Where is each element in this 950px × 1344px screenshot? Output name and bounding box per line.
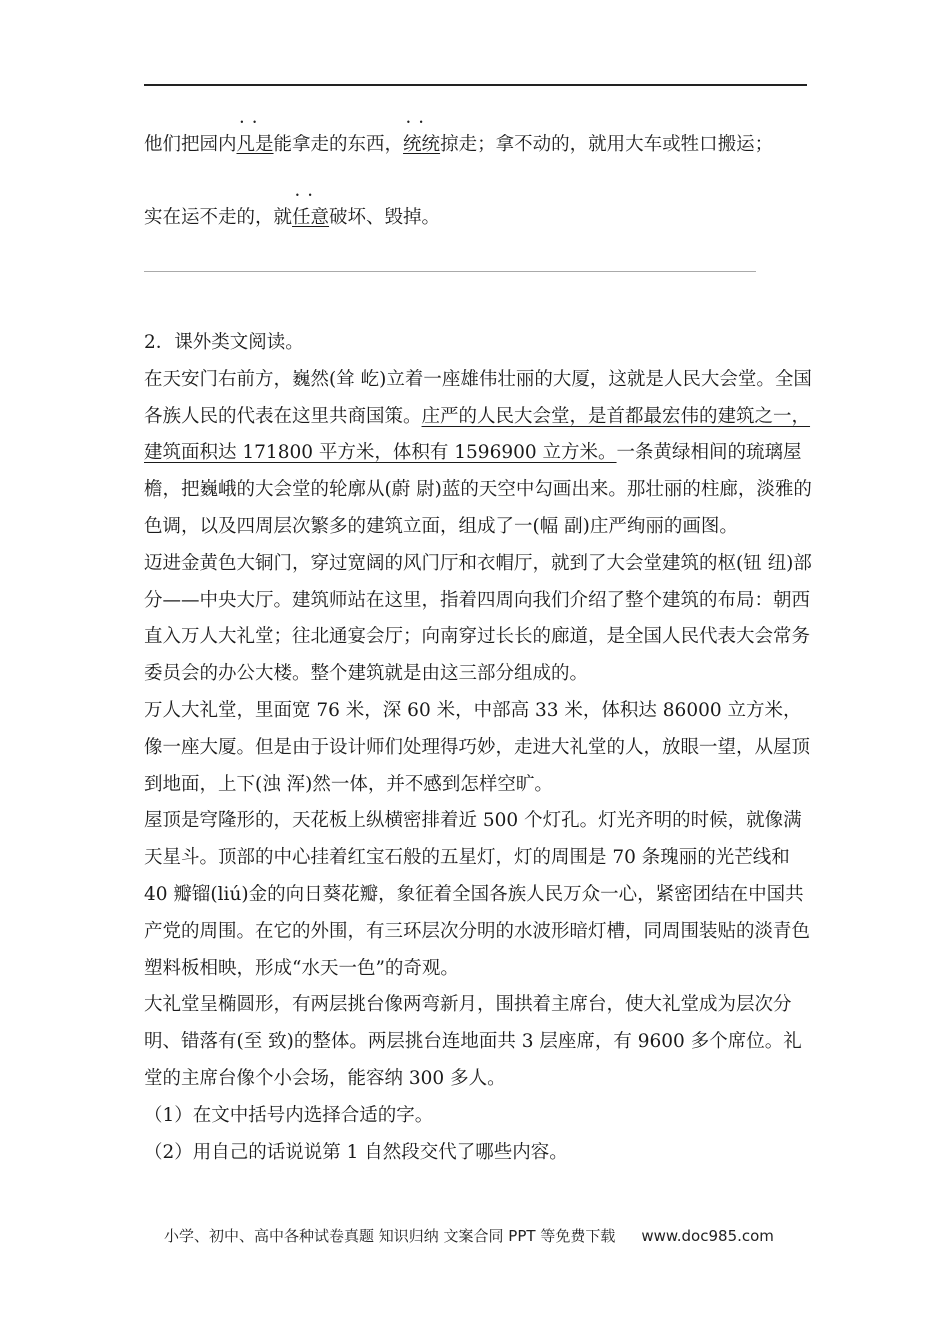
answer-line [144, 271, 756, 272]
reading-section [144, 325, 814, 1171]
example-sentence-line-1 [144, 130, 773, 156]
example-text: 破坏、毁掉。 [329, 207, 441, 228]
top-rule [144, 84, 807, 86]
paragraph-text: 在天安门右前方，巍然(耸 屹)立着一座雄伟壮丽的大厦，这就是人民大会堂。全国各族人民的代表在这里共商国策。 [144, 368, 812, 427]
emphasized-word: • • 凡是 [237, 134, 274, 155]
paragraph-text: 一条黄绿相间的琉璃屋檐，把巍峨的大会堂的轮廓从(蔚 尉)蓝的天空中勾画出来。那壮丽的柱廊，淡雅的色调，以及四周层次繁多的建筑立面，组成了一(幅 副)庄严绚丽的画图。 [144, 442, 812, 537]
footer-link[interactable]: www.doc985.com [641, 1227, 774, 1245]
paragraph-1 [144, 362, 814, 546]
question-2: （2）用自己的话说说第 1 自然段交代了哪些内容。 [144, 1141, 568, 1163]
question-1: （1）在文中括号内选择合适的字。 [144, 1104, 434, 1126]
page-footer [164, 1225, 774, 1246]
footer-text: 小学、初中、高中各种试卷真题 知识归纳 文案合同 PPT 等免费下载 [164, 1227, 616, 1245]
emphasized-word: • • 统统 [403, 134, 440, 155]
paragraph-4: 屋顶是穹隆形的，天花板上纵横密排着近 500 个灯孔。灯光齐明的时候，就像满天星斗。顶部的中心挂着红宝石般的五星灯，灯的周围是 70 条瑰丽的光芒线和 40 瓣镏(liú)金的向日葵花瓣，象征着全国各族人民万众一心，紧密团结在中国共产党的周围。在它的外围，有三环层次分明的水波形暗灯槽，同周围装贴的淡青色塑料板相映，形成“水天一色”的奇观。 [144, 810, 811, 979]
example-text: 掠走；拿不动的，就用大车或牲口搬运； [440, 134, 774, 155]
section-heading: 2．课外类文阅读。 [144, 332, 304, 353]
underlined-sentence: 庄严的人民大会堂，是首都最宏伟的建筑之一，建筑面积达 171800 平方米，体积有 1596900 立方米。 [144, 405, 811, 464]
example-text: 实在运不走的，就 [144, 207, 293, 228]
paragraph-3: 万人大礼堂，里面宽 76 米，深 60 米，中部高 33 米，体积达 86000 立方米，像一座大厦。但是由于设计师们处理得巧妙，走进大礼堂的人，放眼一望，从屋顶到地面，上下(浊 浑)然一体，并不感到怎样空旷。 [144, 699, 811, 795]
paragraph-2: 迈进金黄色大铜门，穿过宽阔的风门厅和衣帽厅，就到了大会堂建筑的枢(钮 纽)部分——中央大厅。建筑师站在这里，指着四周向我们介绍了整个建筑的布局：朝西直入万人大礼堂；往北通宴会厅；向南穿过长长的廊道，是全国人民代表大会常务委员会的办公大楼。整个建筑就是由这三部分组成的。 [144, 552, 812, 685]
example-text: 他们把园内 [144, 134, 237, 155]
example-sentence-line-2 [144, 203, 440, 229]
example-text: 能拿走的东西， [273, 134, 404, 155]
emphasized-word: • • 任意 [292, 207, 329, 228]
paragraph-5: 大礼堂呈椭圆形，有两层挑台像两弯新月，围拱着主席台，使大礼堂成为层次分明、错落有(至 致)的整体。两层挑台连地面共 3 层座席，有 9600 多个席位。礼堂的主席台像个小会场，能容纳 300 多人。 [144, 994, 802, 1089]
